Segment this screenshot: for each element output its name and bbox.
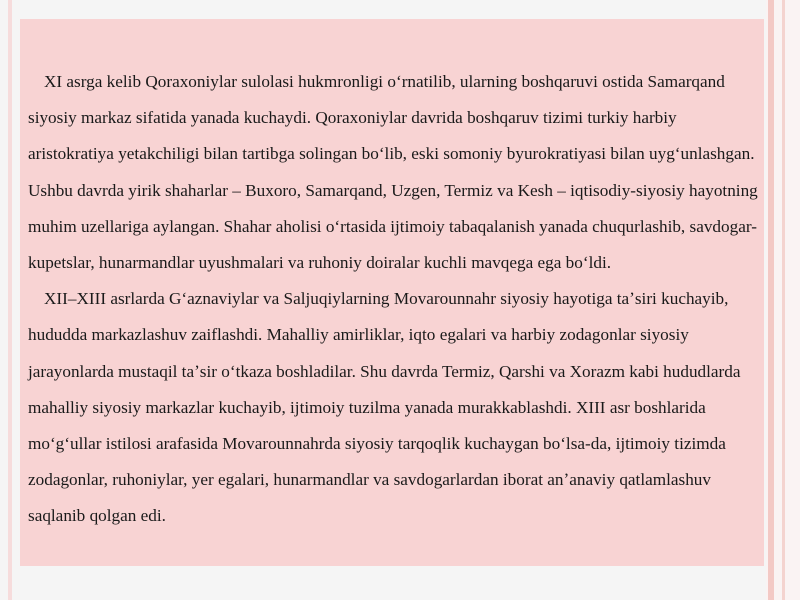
paragraph-xii-xiii-centuries: XII–XIII asrlarda Gʻaznaviylar va Saljuqiylarning Movarounnahr siyosiy hayotiga taʼsiri kuchayib, hududda markazlashuv zaiflashdi. Mahalliy amirliklar, iqto egalari va harbiy zodagonlar siyosiy jarayonlarda mustaqil taʼsir oʻtkaza boshladilar. Shu davrda Termiz, Qarshi va Xorazm kabi hududlarda mahalliy siyosiy markazlar kuchayib, ijtimoiy tuzilma yanada murakkablashdi. XIII asr boshlarida moʻgʻullar istilosi arafasida Movarounnahrda siyosiy tarqoqlik kuchaygan boʻlsa-da, ijtimoiy tizimda zodagonlar, ruhoniylar, yer egalari, hunarmandlar va savdogarlardan iborat anʼanaviy qatlamlashuv saqlanib qolgan edi. bbox=[28, 289, 741, 526]
left-accent-stripe bbox=[8, 0, 12, 600]
right-accent-stripe bbox=[768, 0, 774, 600]
text-content-box bbox=[20, 19, 764, 566]
paragraph-karakhanids: XI asrga kelib Qoraxoniylar sulolasi hukmronligi oʻrnatilib, ularning boshqaruvi ostida Samarqand siyosiy markaz sifatida yanada kuchaydi. Qoraxoniylar davrida boshqaruv tizimi turkiy harbiy aristokratiya yetakchiligi bilan tartibga solingan boʻlib, eski somoniy byurokratiyasi bilan uygʻunlashgan. Ushbu davrda yirik shaharlar – Buxoro, Samarqand, Uzgen, Termiz va Kesh – iqtisodiy-siyosiy hayotning muhim uzellariga aylangan. Shahar aholisi oʻrtasida ijtimoiy tabaqalanish yanada chuqurlashib, savdogar-kupetslar, hunarmandlar uyushmalari va ruhoniy doiralar kuchli mavqega ega boʻldi. bbox=[28, 72, 758, 273]
right-accent-thin-stripe bbox=[782, 0, 785, 600]
